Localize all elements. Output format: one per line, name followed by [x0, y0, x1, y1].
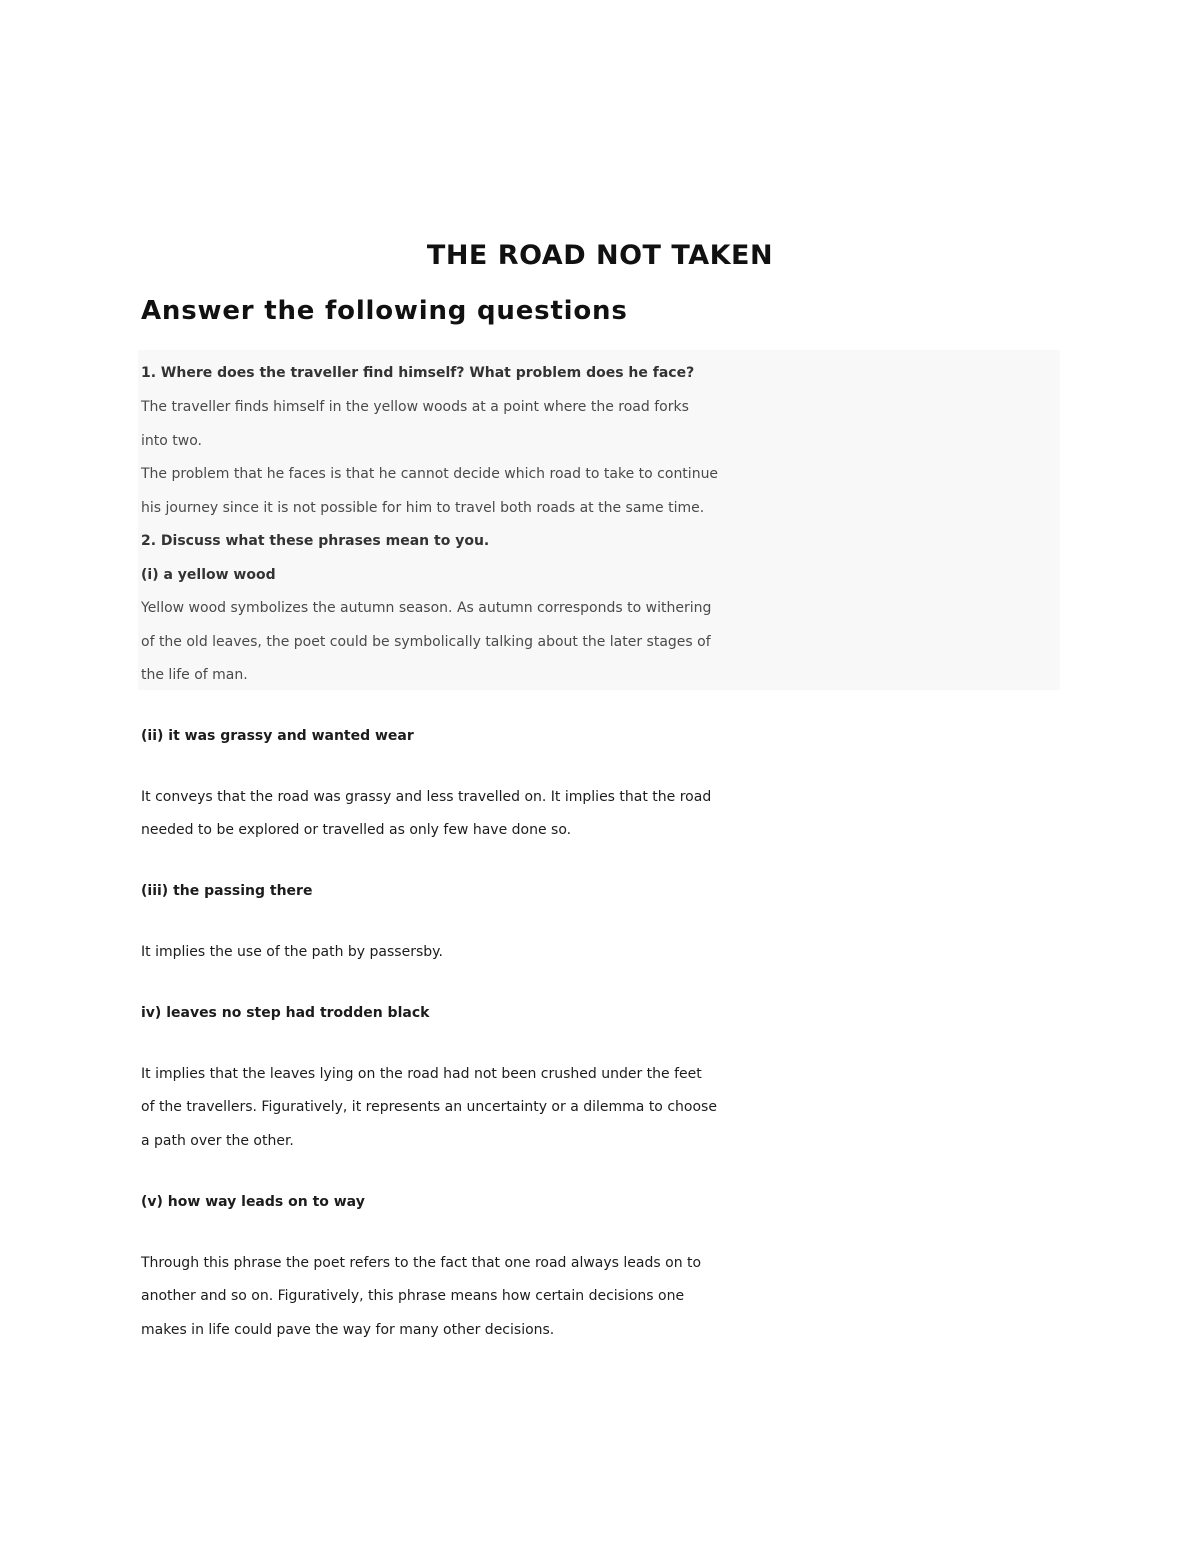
q1-answer-line: into two. [141, 433, 202, 449]
phrase-label: (v) how way leads on to way [141, 1194, 365, 1210]
phrase-answer-line: a path over the other. [141, 1133, 294, 1149]
phrase-answer-line: of the travellers. Figuratively, it represents an uncertainty or a dilemma to choose [141, 1099, 717, 1115]
phrase-answer-line: of the old leaves, the poet could be symbolically talking about the later stages of [141, 634, 711, 650]
phrase-answer-line: Yellow wood symbolizes the autumn season. As autumn corresponds to withering [141, 600, 712, 616]
phrase-answer-line: needed to be explored or travelled as only few have done so. [141, 822, 572, 838]
phrase-answer-line: the life of man. [141, 667, 248, 683]
question-1: 1. Where does the traveller find himself? What problem does he face? [141, 365, 695, 381]
phrase-label: iv) leaves no step had trodden black [141, 1005, 430, 1021]
phrase-label: (iii) the passing there [141, 883, 313, 899]
phrase-label: (i) a yellow wood [141, 567, 276, 583]
section-heading: Answer the following questions [141, 296, 628, 326]
phrase-answer-line: It implies the use of the path by passersby. [141, 944, 443, 960]
phrase-answer-line: It implies that the leaves lying on the road had not been crushed under the feet [141, 1066, 702, 1082]
document-title: THE ROAD NOT TAKEN [426, 240, 774, 271]
phrase-answer-line: Through this phrase the poet refers to the fact that one road always leads on to [141, 1255, 702, 1271]
phrase-answer-line: It conveys that the road was grassy and less travelled on. It implies that the road [141, 789, 712, 805]
question-2: 2. Discuss what these phrases mean to you. [141, 533, 490, 549]
phrase-answer-line: makes in life could pave the way for many other decisions. [141, 1322, 555, 1338]
phrase-label: (ii) it was grassy and wanted wear [141, 728, 414, 744]
q1-answer-line: The problem that he faces is that he cannot decide which road to take to continue [141, 466, 719, 482]
q1-answer-line: The traveller finds himself in the yellow woods at a point where the road forks [141, 399, 689, 415]
phrase-answer-line: another and so on. Figuratively, this phrase means how certain decisions one [141, 1288, 685, 1304]
q1-answer-line: his journey since it is not possible for him to travel both roads at the same time. [141, 500, 705, 516]
